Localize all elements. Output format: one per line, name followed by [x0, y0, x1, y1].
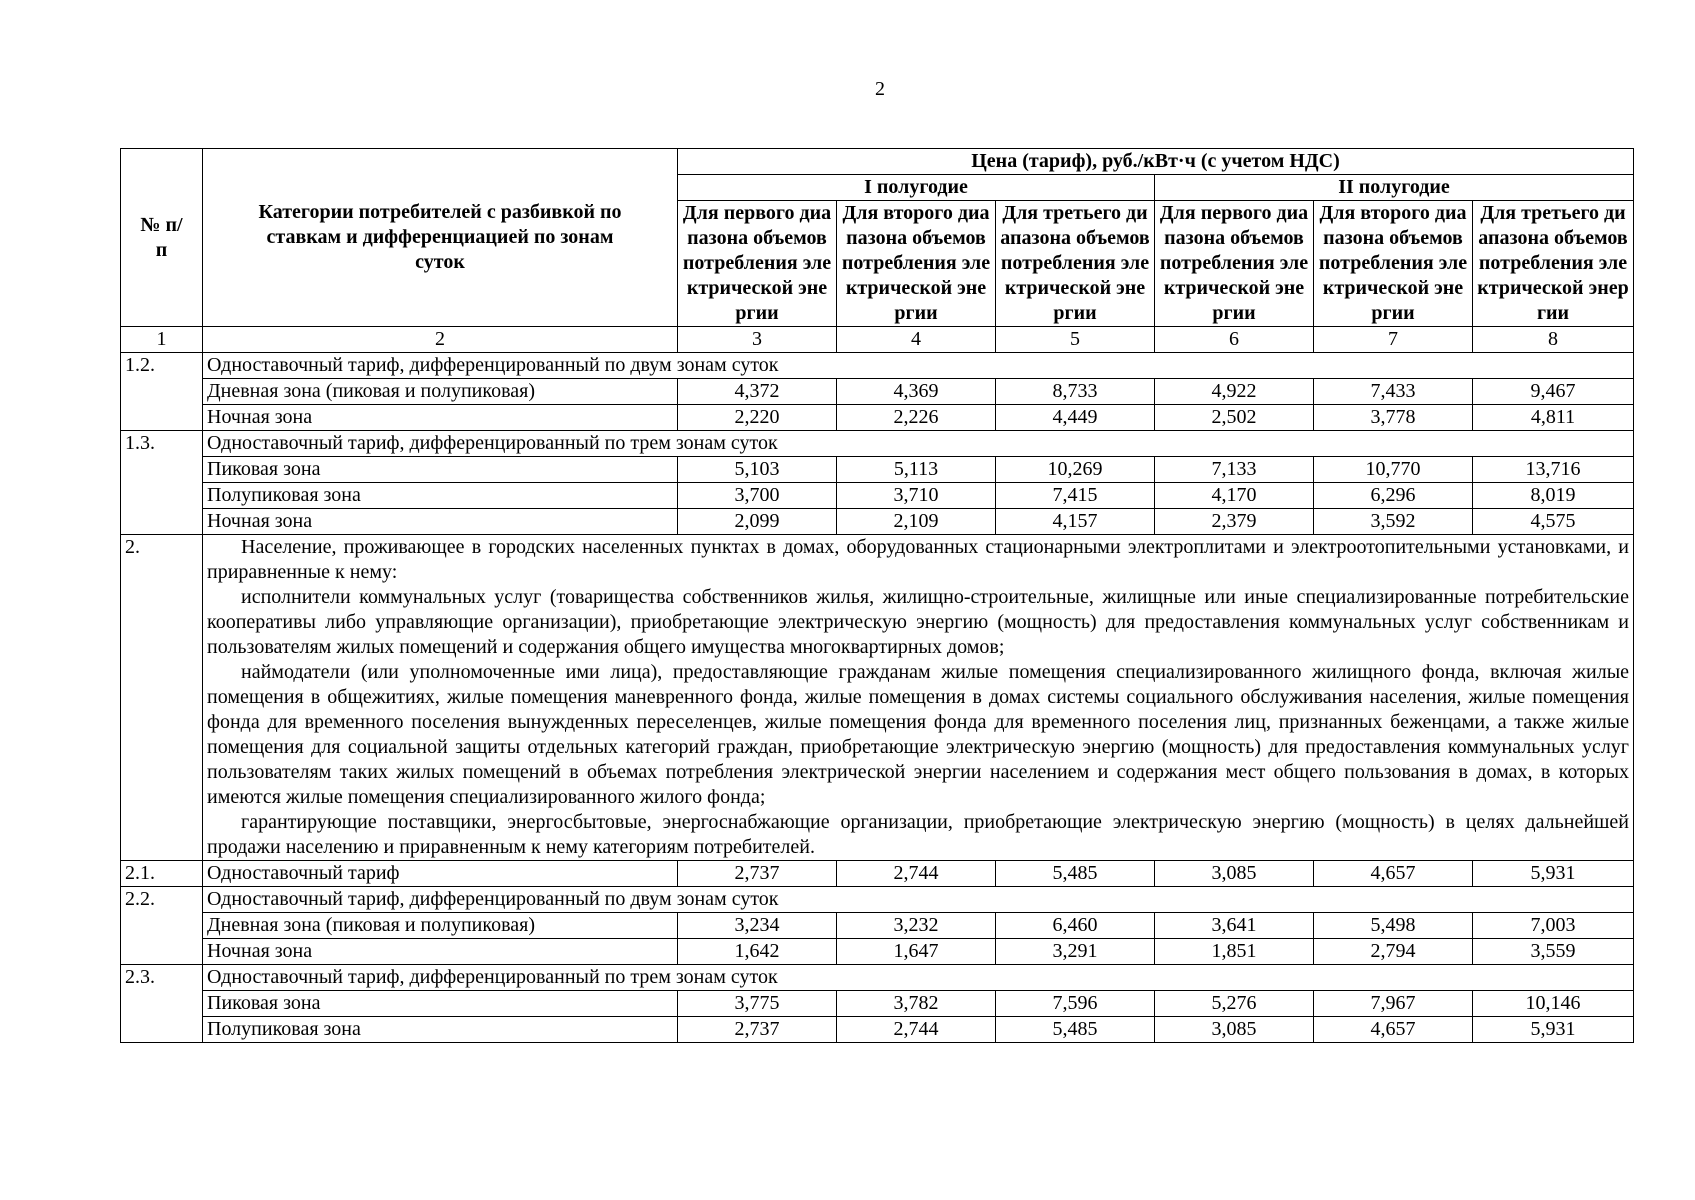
header-category: Категории потребителей с разбивкой по ставкам и дифференциацией по зонам суток [203, 149, 678, 327]
group-title: Одноставочный тариф, дифференцированный по двум зонам суток [203, 353, 1634, 379]
cell-value: 1,642 [678, 939, 837, 965]
column-number-7: 7 [1314, 327, 1473, 353]
table-row [121, 431, 1634, 457]
column-number-3: 3 [678, 327, 837, 353]
cell-value: 4,170 [1155, 483, 1314, 509]
cell-value: 3,710 [837, 483, 996, 509]
cell-value: 4,922 [1155, 379, 1314, 405]
table-row [121, 887, 1634, 913]
cell-value: 2,109 [837, 509, 996, 535]
group-title: Одноставочный тариф, дифференцированный по трем зонам суток [203, 965, 1634, 991]
row-label: Полупиковая зона [203, 483, 678, 509]
cell-value: 3,700 [678, 483, 837, 509]
description-paragraph: гарантирующие поставщики, энергосбытовые, энергоснабжающие организации, приобретающие электрическую энергию (мощность) в целях дальнейшей продажи населению и приравненным к нему категориям потребителей. [207, 811, 1630, 858]
cell-value: 9,467 [1473, 379, 1634, 405]
table-row [121, 509, 1634, 535]
column-number-2: 2 [203, 327, 678, 353]
header-range-4: Для первого диапазона объемов потребления электрической энергии [1155, 201, 1314, 327]
column-number-6: 6 [1155, 327, 1314, 353]
column-number-8: 8 [1473, 327, 1634, 353]
cell-value: 7,433 [1314, 379, 1473, 405]
cell-value: 7,133 [1155, 457, 1314, 483]
cell-value: 3,559 [1473, 939, 1634, 965]
row-label: Пиковая зона [203, 991, 678, 1017]
row-number: 2. [121, 535, 203, 861]
cell-value: 4,657 [1314, 1017, 1473, 1043]
page-number: 2 [875, 78, 885, 100]
cell-value: 7,967 [1314, 991, 1473, 1017]
cell-value: 2,794 [1314, 939, 1473, 965]
cell-value: 5,485 [996, 1017, 1155, 1043]
cell-value: 3,775 [678, 991, 837, 1017]
table-row [121, 861, 1634, 887]
column-number-5: 5 [996, 327, 1155, 353]
cell-value: 10,146 [1473, 991, 1634, 1017]
row-label: Ночная зона [203, 405, 678, 431]
cell-value: 1,647 [837, 939, 996, 965]
row-label: Дневная зона (пиковая и полупиковая) [203, 379, 678, 405]
cell-value: 5,485 [996, 861, 1155, 887]
cell-value: 3,592 [1314, 509, 1473, 535]
table-row [121, 405, 1634, 431]
cell-value: 7,596 [996, 991, 1155, 1017]
cell-value: 4,575 [1473, 509, 1634, 535]
header-range-2: Для второго диапазона объемов потребления электрической энергии [837, 201, 996, 327]
column-number-1: 1 [121, 327, 203, 353]
row-number: 2.3. [121, 965, 203, 1043]
cell-value: 8,019 [1473, 483, 1634, 509]
cell-value: 5,276 [1155, 991, 1314, 1017]
cell-value: 10,770 [1314, 457, 1473, 483]
cell-value: 3,641 [1155, 913, 1314, 939]
cell-value: 6,296 [1314, 483, 1473, 509]
header-price: Цена (тариф), руб./кВт·ч (с учетом НДС) [678, 149, 1634, 175]
table-row [121, 991, 1634, 1017]
header-half-2: II полугодие [1155, 175, 1634, 201]
description-paragraph: Население, проживающее в городских населенных пунктах в домах, оборудованных стационарными электроплитами и электроотопительными установками, и приравненные к нему: [207, 536, 1630, 583]
cell-value: 2,737 [678, 1017, 837, 1043]
row-number: 2.2. [121, 887, 203, 965]
group-title: Одноставочный тариф, дифференцированный по двум зонам суток [203, 887, 1634, 913]
header-num: № п/п [121, 149, 203, 327]
table-row [121, 913, 1634, 939]
row-label: Ночная зона [203, 939, 678, 965]
cell-value: 7,003 [1473, 913, 1634, 939]
table-row [121, 939, 1634, 965]
row-label: Одноставочный тариф [203, 861, 678, 887]
cell-value: 5,931 [1473, 1017, 1634, 1043]
cell-value: 4,372 [678, 379, 837, 405]
table-row [121, 483, 1634, 509]
cell-value: 8,733 [996, 379, 1155, 405]
tariff-table [120, 148, 1634, 1043]
row-label: Полупиковая зона [203, 1017, 678, 1043]
cell-value: 5,498 [1314, 913, 1473, 939]
cell-value: 2,226 [837, 405, 996, 431]
header-half-1: I полугодие [678, 175, 1155, 201]
header-range-1: Для первого диапазона объемов потребления электрической энергии [678, 201, 837, 327]
cell-value: 3,782 [837, 991, 996, 1017]
cell-value: 3,085 [1155, 861, 1314, 887]
header-range-5: Для второго диапазона объемов потребления электрической энергии [1314, 201, 1473, 327]
cell-value: 2,737 [678, 861, 837, 887]
cell-value: 13,716 [1473, 457, 1634, 483]
cell-value: 2,744 [837, 1017, 996, 1043]
header-range-3: Для третьего диапазона объемов потребления электрической энергии [996, 201, 1155, 327]
row-label: Пиковая зона [203, 457, 678, 483]
cell-value: 5,103 [678, 457, 837, 483]
cell-value: 7,415 [996, 483, 1155, 509]
cell-value: 2,220 [678, 405, 837, 431]
table-row [121, 535, 1634, 861]
header-range-6: Для третьего диапазона объемов потребления электрической энергии [1473, 201, 1634, 327]
cell-value: 3,085 [1155, 1017, 1314, 1043]
cell-value: 4,369 [837, 379, 996, 405]
cell-value: 4,811 [1473, 405, 1634, 431]
cell-value: 3,778 [1314, 405, 1473, 431]
group-title: Одноставочный тариф, дифференцированный по трем зонам суток [203, 431, 1634, 457]
row-label: Дневная зона (пиковая и полупиковая) [203, 913, 678, 939]
table-row [121, 965, 1634, 991]
section-description [203, 535, 1634, 861]
cell-value: 2,379 [1155, 509, 1314, 535]
table-row [121, 1017, 1634, 1043]
cell-value: 10,269 [996, 457, 1155, 483]
table-row [121, 457, 1634, 483]
cell-value: 4,449 [996, 405, 1155, 431]
cell-value: 6,460 [996, 913, 1155, 939]
cell-value: 4,657 [1314, 861, 1473, 887]
cell-value: 3,232 [837, 913, 996, 939]
column-number-4: 4 [837, 327, 996, 353]
cell-value: 2,099 [678, 509, 837, 535]
row-number: 2.1. [121, 861, 203, 887]
table-row [121, 379, 1634, 405]
cell-value: 5,931 [1473, 861, 1634, 887]
description-paragraph: наймодатели (или уполномоченные ими лица), предоставляющие гражданам жилые помещения специализированного жилищного фонда, включая жилые помещения в общежитиях, жилые помещения маневренного фонда, жилые помещения в домах системы социального обслуживания населения, жилые помещения фонда для временного поселения вынужденных переселенцев, жилые помещения фонда для временного поселения лиц, признанных беженцами, а также жилые помещения для социальной защиты отдельных категорий граждан, приобретающие электрическую энергию (мощность) для предоставления коммунальных услуг пользователям таких жилых помещений в объемах потребления электрической энергии населением и содержания мест общего пользования в домах, в которых имеются жилые помещения специализированного жилого фонда; [207, 661, 1630, 808]
cell-value: 3,291 [996, 939, 1155, 965]
row-number: 1.3. [121, 431, 203, 535]
cell-value: 2,744 [837, 861, 996, 887]
row-label: Ночная зона [203, 509, 678, 535]
cell-value: 3,234 [678, 913, 837, 939]
row-number: 1.2. [121, 353, 203, 431]
description-paragraph: исполнители коммунальных услуг (товарищества собственников жилья, жилищно-строительные, жилищные или иные специализированные потребительские кооперативы либо управляющие организации), приобретающие электрическую энергию (мощность) для предоставления коммунальных услуг собственникам и пользователям жилых помещений и содержания общего имущества многоквартирных домов; [207, 586, 1630, 658]
cell-value: 2,502 [1155, 405, 1314, 431]
cell-value: 5,113 [837, 457, 996, 483]
cell-value: 1,851 [1155, 939, 1314, 965]
cell-value: 4,157 [996, 509, 1155, 535]
table-row [121, 353, 1634, 379]
